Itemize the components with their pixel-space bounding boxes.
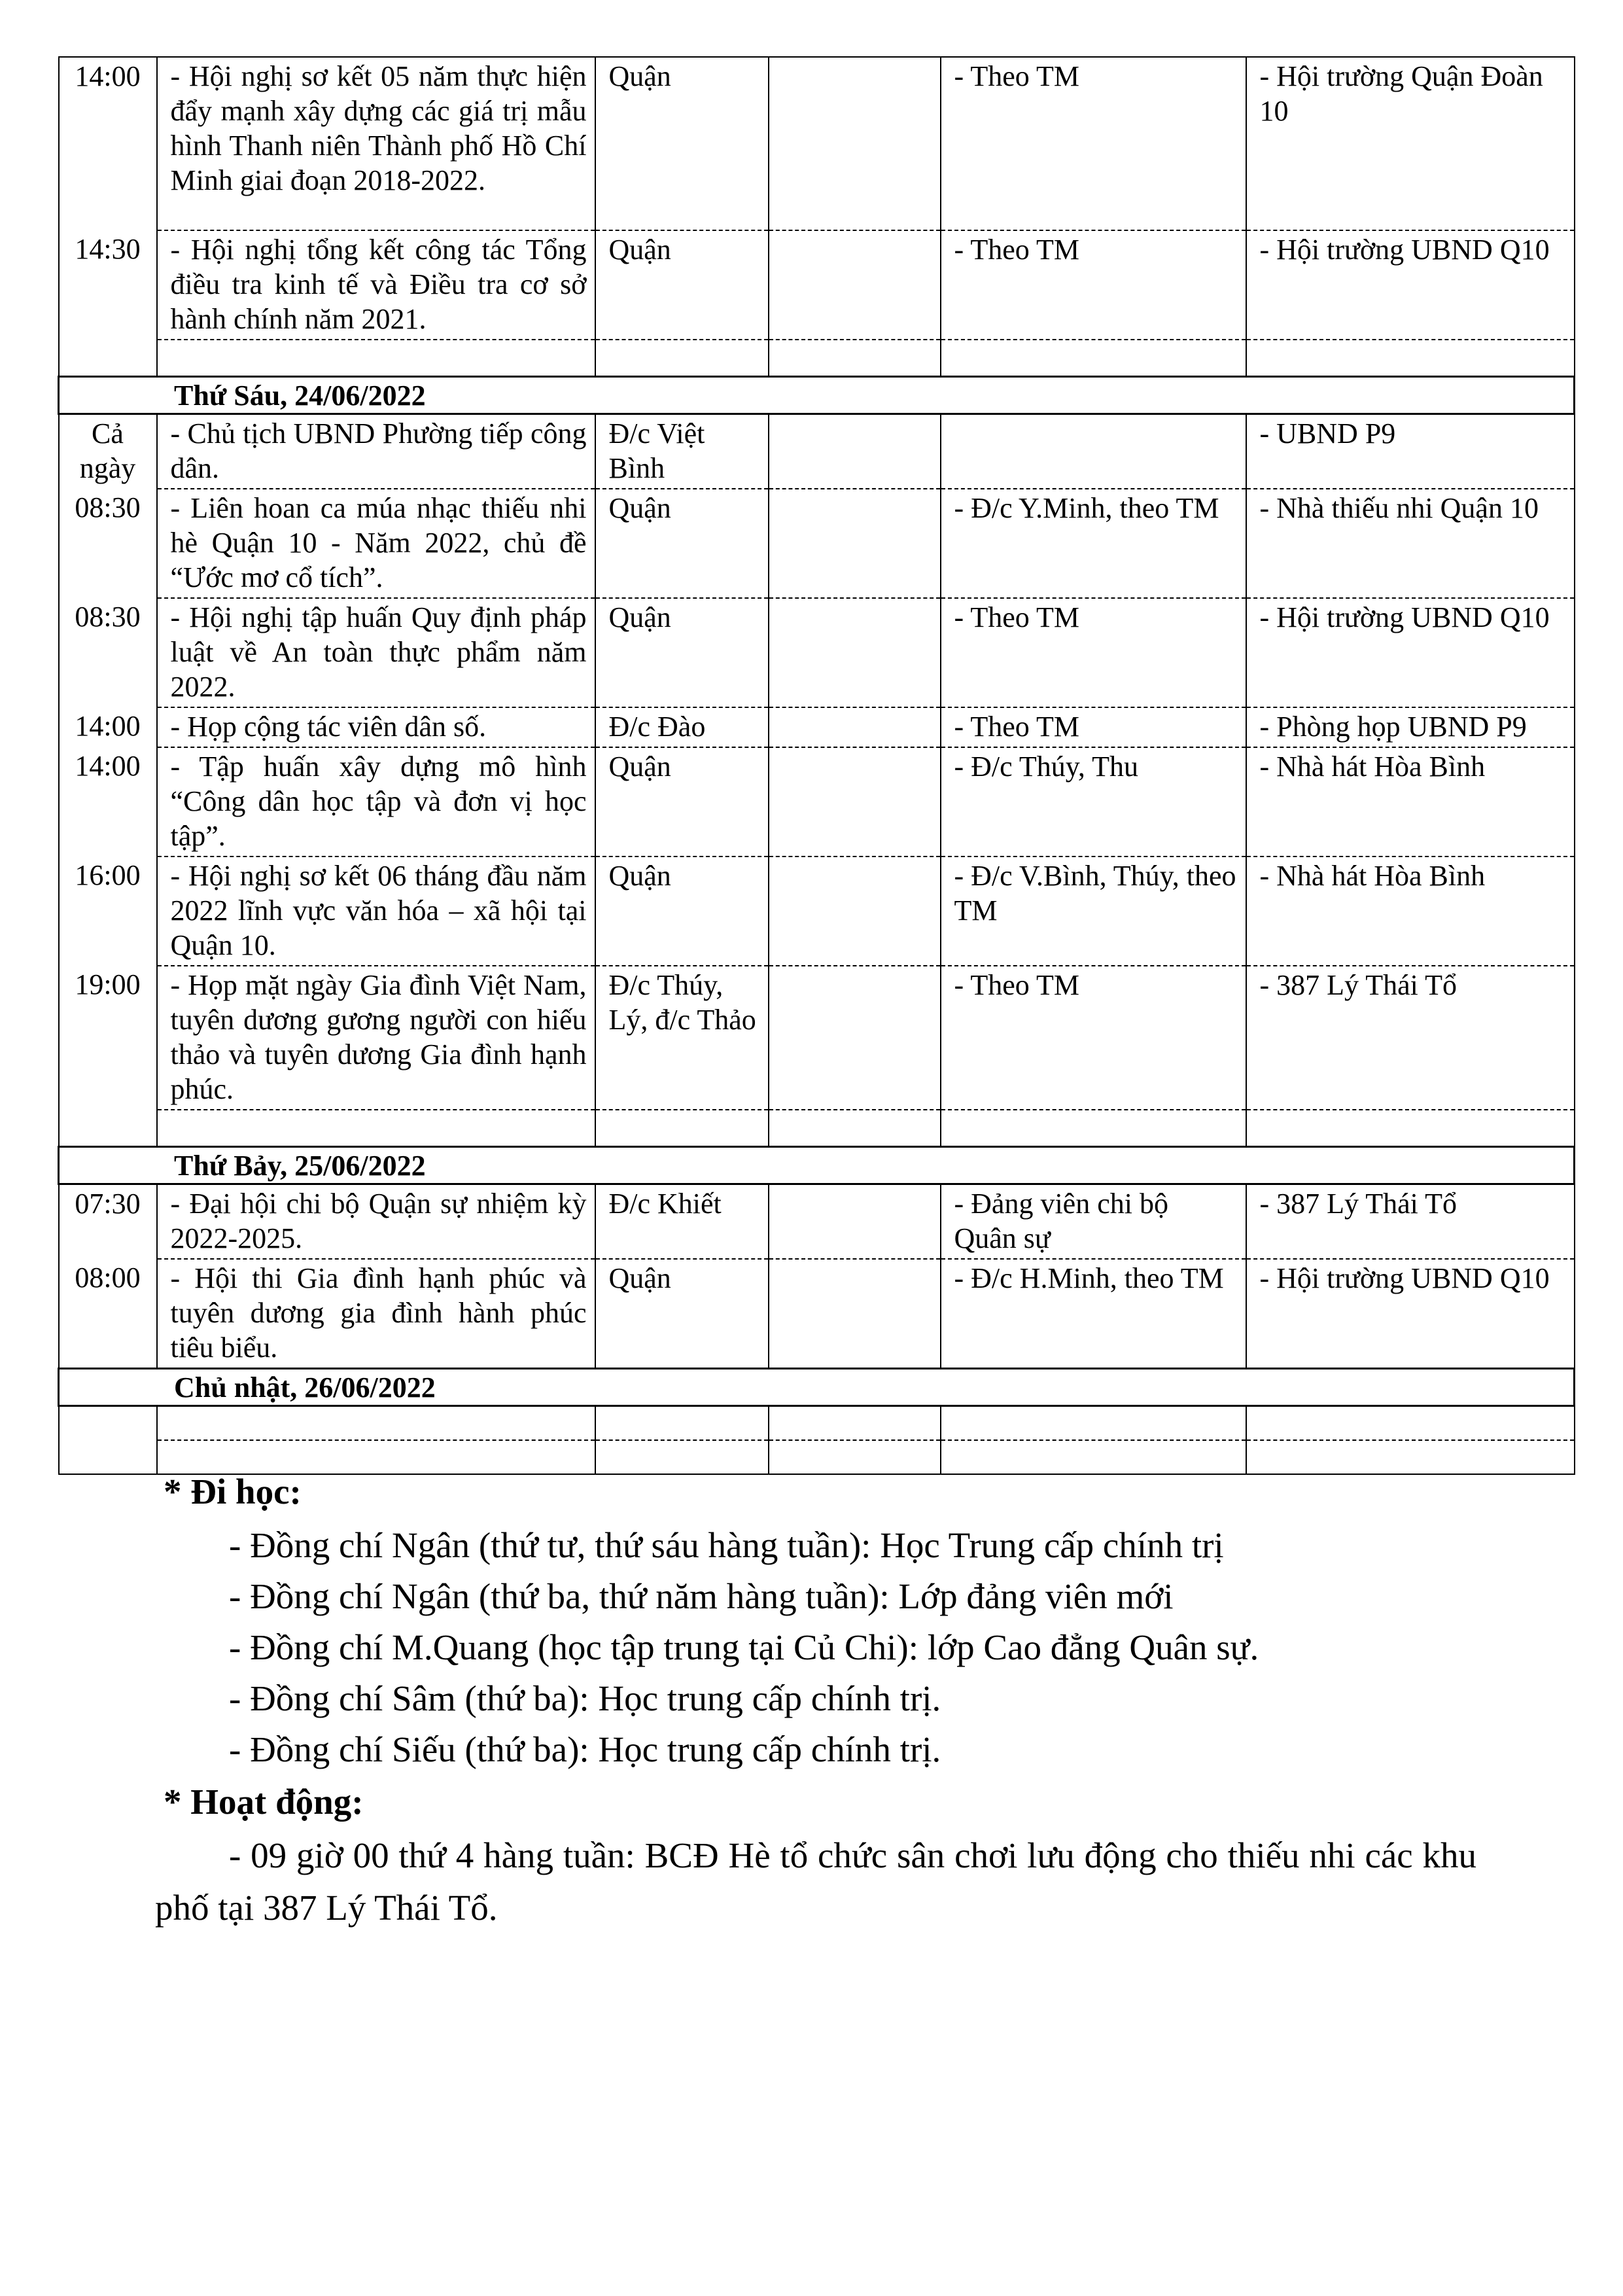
extra-cell — [769, 857, 941, 966]
schedule-row — [59, 1259, 1575, 1369]
chair-cell: Quận — [595, 857, 769, 966]
time-cell: 14:00 — [59, 57, 157, 230]
participants-cell: - Theo TM — [941, 57, 1246, 230]
location-cell: - 387 Lý Thái Tổ — [1246, 1184, 1575, 1260]
blank-row — [59, 1110, 1575, 1147]
extra-cell — [769, 1259, 941, 1369]
study-item: - Đồng chí Siếu (thứ ba): Học trung cấp chính trị. — [229, 1729, 941, 1769]
study-item: - Đồng chí M.Quang (học tập trung tại Củ Chi): lớp Cao đẳng Quân sự. — [229, 1627, 1259, 1667]
location-cell: - Hội trường UBND Q10 — [1246, 230, 1575, 340]
study-item: - Đồng chí Ngân (thứ tư, thứ sáu hàng tuần): Học Trung cấp chính trị — [229, 1525, 1224, 1565]
time-cell: 08:30 — [59, 598, 157, 707]
activity-cell: - Họp cộng tác viên dân số. — [157, 707, 595, 747]
schedule-row — [59, 230, 1575, 340]
participants-cell — [941, 414, 1246, 489]
participants-cell: - Theo TM — [941, 707, 1246, 747]
chair-cell: Đ/c Thúy, Lý, đ/c Thảo — [595, 966, 769, 1110]
chair-cell: Đ/c Việt Bình — [595, 414, 769, 489]
day-header-sunday: Chủ nhật, 26/06/2022 — [59, 1369, 1575, 1406]
day-header-row — [59, 1147, 1575, 1184]
time-cell: 14:00 — [59, 747, 157, 857]
activity-heading: * Hoạt động: — [164, 1782, 364, 1822]
chair-cell: Quận — [595, 489, 769, 598]
time-cell: 08:00 — [59, 1259, 157, 1369]
blank-row — [59, 340, 1575, 377]
location-cell: - 387 Lý Thái Tổ — [1246, 966, 1575, 1110]
location-cell: - Nhà hát Hòa Bình — [1246, 747, 1575, 857]
participants-cell: - Đ/c Y.Minh, theo TM — [941, 489, 1246, 598]
study-item: - Đồng chí Ngân (thứ ba, thứ năm hàng tuần): Lớp đảng viên mới — [229, 1576, 1174, 1616]
location-cell: - Hội trường UBND Q10 — [1246, 1259, 1575, 1369]
chair-cell: Quận — [595, 1259, 769, 1369]
chair-cell: Đ/c Đào — [595, 707, 769, 747]
chair-cell: Quận — [595, 747, 769, 857]
schedule-row — [59, 966, 1575, 1110]
extra-cell — [769, 747, 941, 857]
chair-cell: Quận — [595, 57, 769, 230]
extra-cell — [769, 966, 941, 1110]
time-cell: Cả ngày — [59, 414, 157, 489]
participants-cell: - Theo TM — [941, 966, 1246, 1110]
time-cell: 08:30 — [59, 489, 157, 598]
extra-cell — [769, 414, 941, 489]
study-heading: * Đi học: — [164, 1472, 302, 1511]
time-cell: 14:30 — [59, 230, 157, 340]
schedule-row — [59, 707, 1575, 747]
extra-cell — [769, 230, 941, 340]
participants-cell: - Theo TM — [941, 230, 1246, 340]
location-cell: - Nhà hát Hòa Bình — [1246, 857, 1575, 966]
day-header-friday: Thứ Sáu, 24/06/2022 — [59, 377, 1575, 414]
extra-cell — [769, 57, 941, 230]
schedule-row — [59, 598, 1575, 707]
activity-cell: - Hội nghị sơ kết 05 năm thực hiện đẩy mạnh xây dựng các giá trị mẫu hình Thanh niên Thành phố Hồ Chí Minh giai đoạn 2018-2022. — [157, 57, 595, 230]
activity-cell: - Liên hoan ca múa nhạc thiếu nhi hè Quận 10 - Năm 2022, chủ đề “Ước mơ cổ tích”. — [157, 489, 595, 598]
activity-cell: - Họp mặt ngày Gia đình Việt Nam, tuyên dương gương người con hiếu thảo và tuyên dương Gia đình hạnh phúc. — [157, 966, 595, 1110]
schedule-row — [59, 489, 1575, 598]
schedule-row — [59, 414, 1575, 489]
activity-cell: - Tập huấn xây dựng mô hình “Công dân học tập và đơn vị học tập”. — [157, 747, 595, 857]
schedule-row — [59, 857, 1575, 966]
participants-cell: - Đ/c V.Bình, Thúy, theo TM — [941, 857, 1246, 966]
extra-cell — [769, 489, 941, 598]
activity-cell: - Hội nghị tập huấn Quy định pháp luật về An toàn thực phẩm năm 2022. — [157, 598, 595, 707]
day-header-row — [59, 1369, 1575, 1406]
location-cell: - Hội trường Quận Đoàn 10 — [1246, 57, 1575, 230]
chair-cell: Quận — [595, 230, 769, 340]
chair-cell: Quận — [595, 598, 769, 707]
location-cell: - Nhà thiếu nhi Quận 10 — [1246, 489, 1575, 598]
activity-paragraph: - 09 giờ 00 thứ 4 hàng tuần: BCĐ Hè tổ chức sân chơi lưu động cho thiếu nhi các khu phố tại 387 Lý Thái Tổ. — [155, 1835, 1476, 1928]
time-cell: 14:00 — [59, 707, 157, 747]
schedule-row — [59, 57, 1575, 230]
schedule-row — [59, 1184, 1575, 1260]
chair-cell: Đ/c Khiết — [595, 1184, 769, 1260]
activity-cell: - Đại hội chi bộ Quận sự nhiệm kỳ 2022-2025. — [157, 1184, 595, 1260]
schedule-table — [58, 56, 1575, 1475]
study-item: - Đồng chí Sâm (thứ ba): Học trung cấp chính trị. — [229, 1678, 941, 1718]
activity-cell: - Hội nghị sơ kết 06 tháng đầu năm 2022 lĩnh vực văn hóa – xã hội tại Quận 10. — [157, 857, 595, 966]
schedule-row — [59, 747, 1575, 857]
location-cell: - Phòng họp UBND P9 — [1246, 707, 1575, 747]
activity-cell: - Chủ tịch UBND Phường tiếp công dân. — [157, 414, 595, 489]
participants-cell: - Đ/c H.Minh, theo TM — [941, 1259, 1246, 1369]
location-cell: - UBND P9 — [1246, 414, 1575, 489]
participants-cell: - Đảng viên chi bộ Quân sự — [941, 1184, 1246, 1260]
activity-cell: - Hội nghị tổng kết công tác Tổng điều tra kinh tế và Điều tra cơ sở hành chính năm 2021. — [157, 230, 595, 340]
extra-cell — [769, 1184, 941, 1260]
time-cell: 07:30 — [59, 1184, 157, 1260]
day-header-saturday: Thứ Bảy, 25/06/2022 — [59, 1147, 1575, 1184]
location-cell: - Hội trường UBND Q10 — [1246, 598, 1575, 707]
time-cell: 19:00 — [59, 966, 157, 1110]
time-cell: 16:00 — [59, 857, 157, 966]
activity-cell: - Hội thi Gia đình hạnh phúc và tuyên dương gia đình hành phúc tiêu biểu. — [157, 1259, 595, 1369]
participants-cell: - Theo TM — [941, 598, 1246, 707]
participants-cell: - Đ/c Thúy, Thu — [941, 747, 1246, 857]
blank-row — [59, 1406, 1575, 1441]
extra-cell — [769, 707, 941, 747]
extra-cell — [769, 598, 941, 707]
day-header-row — [59, 377, 1575, 414]
